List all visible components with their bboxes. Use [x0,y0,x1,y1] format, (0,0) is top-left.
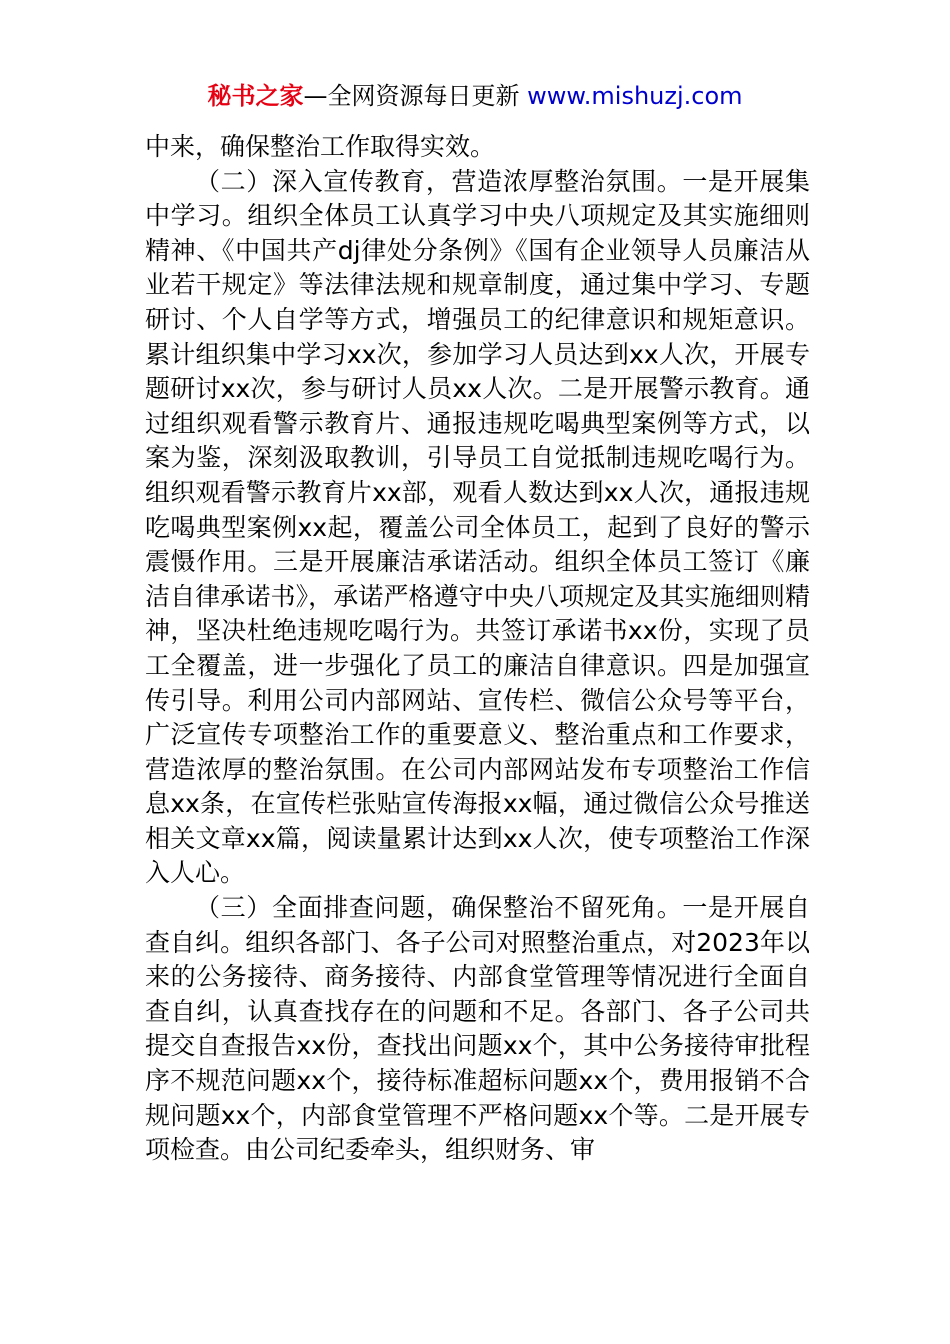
paragraph-continuation: 中来，确保整治工作取得实效。 [145,132,496,161]
paragraph-section-3: （三）全面排查问题，确保整治不留死角。一是开展自查自纠。组织各部门、各子公司对照整治重点，对2023年以来的公务接待、商务接待、内部食堂管理等情况进行全面自查自纠，认真查找存在的问题和不足。各部门、各子公司共提交自查报告xx份，查找出问题xx个，其中公务接待审批程序不规范问题xx个，接待标准超标问题xx个，费用报销不合规问题xx个，内部食堂管理不严格问题xx个等。二是开展专项检查。由公司纪委牵头，组织财务、审 [145,893,810,1165]
paragraph-section-2: （二）深入宣传教育，营造浓厚整治氛围。一是开展集中学习。组织全体员工认真学习中央八项规定及其实施细则精神、《中国共产dj律处分条例》《国有企业领导人员廉洁从业若干规定》等法律法规和规章制度，通过集中学习、专题研讨、个人自学等方式，增强员工的纪律意识和规矩意识。累计组织集中学习xx次，参加学习人员达到xx人次，开展专题研讨xx次，参与研讨人员xx人次。二是开展警示教育。通过组织观看警示教育片、通报违规吃喝典型案例等方式，以案为鉴，深刻汲取教训，引导员工自觉抵制违规吃喝行为。组织观看警示教育片xx部，观看人数达到xx人次，通报违规吃喝典型案例xx起，覆盖公司全体员工，起到了良好的警示震慑作用。三是开展廉洁承诺活动。组织全体员工签订《廉洁自律承诺书》，承诺严格遵守中央八项规定及其实施细则精神，坚决杜绝违规吃喝行为。共签订承诺书xx份，实现了员工全覆盖，进一步强化了员工的廉洁自律意识。四是加强宣传引导。利用公司内部网站、宣传栏、微信公众号等平台，广泛宣传专项整治工作的重要意义、整治重点和工作要求，营造浓厚的整治氛围。在公司内部网站发布专项整治工作信息xx条，在宣传栏张贴宣传海报xx幅，通过微信公众号推送相关文章xx篇，阅读量累计达到xx人次，使专项整治工作深入人心。 [145,166,810,888]
header-tagline: —全网资源每日更新 [303,82,520,110]
page-header [0,80,950,112]
header-brand: 秘书之家 [207,82,304,110]
header-url-link[interactable]: www.mishuzj.com [527,82,743,110]
document-body [145,130,810,1168]
